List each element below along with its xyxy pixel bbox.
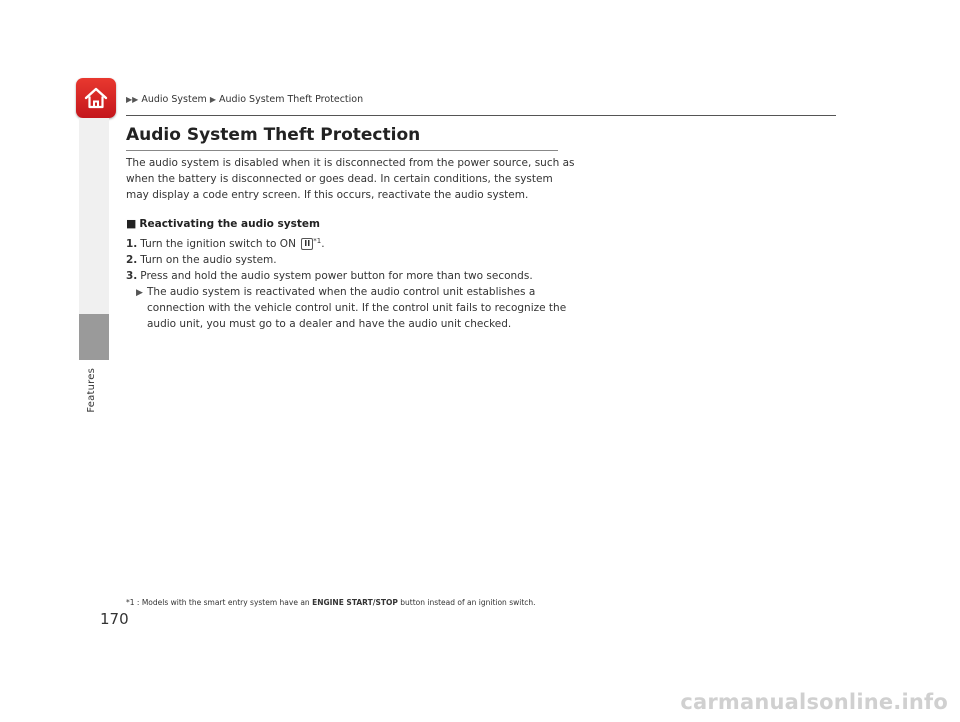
breadcrumb-item-theft-protection[interactable]: Audio System Theft Protection — [219, 94, 364, 105]
section-heading-text: Reactivating the audio system — [139, 218, 320, 230]
breadcrumb-item-audio-system[interactable]: Audio System — [141, 94, 207, 105]
footnote — [126, 598, 536, 607]
note-arrow-icon: ▶ — [136, 288, 143, 298]
step-text: Turn on the audio system. — [140, 254, 277, 266]
step-item — [126, 252, 586, 268]
footnote-mark: *1 : Models with the smart entry system have an — [126, 598, 310, 607]
breadcrumb-arrow-icon: ▶ — [209, 95, 216, 104]
section-heading — [126, 217, 320, 230]
footnote-rest: button instead of an ignition switch. — [400, 598, 536, 607]
title-underline — [126, 150, 558, 151]
footnote-bold: ENGINE START/STOP — [312, 598, 398, 607]
step-number: 3. — [126, 270, 138, 282]
step-number: 1. — [126, 238, 138, 250]
home-icon — [83, 86, 109, 110]
step-item — [126, 233, 586, 252]
steps-list — [126, 233, 586, 332]
home-button[interactable] — [76, 78, 116, 118]
features-side-label: Features — [86, 368, 97, 413]
breadcrumb-arrow-icon: ▶▶ — [126, 95, 139, 104]
breadcrumb — [126, 94, 363, 105]
header-divider — [126, 115, 836, 116]
step-text: Turn the ignition switch to ON — [140, 238, 296, 250]
step-item — [126, 268, 586, 284]
footnote-ref[interactable]: *1 — [313, 237, 322, 245]
intro-paragraph: The audio system is disabled when it is disconnected from the power source, such as when the battery is disconnected or goes dead. In certain conditions, the system may display a code entry screen. If this occurs, reactivate the audio system. — [126, 157, 575, 201]
step-text: Press and hold the audio system power button for more than two seconds. — [140, 270, 533, 282]
page-title: Audio System Theft Protection — [126, 125, 421, 145]
step-number: 2. — [126, 254, 138, 266]
side-tab-background — [79, 118, 109, 314]
square-bullet-icon: ■ — [126, 217, 137, 230]
features-tab-marker[interactable] — [79, 314, 109, 360]
step-tail: . — [321, 238, 325, 250]
page-number: 170 — [100, 610, 129, 628]
step-sub-note — [126, 284, 586, 332]
watermark: carmanualsonline.info — [680, 690, 948, 714]
sub-note-text: The audio system is reactivated when the audio control unit establishes a connection with the vehicle control unit. If the control unit fails to recognize the audio unit, you must go to a dealer and have the audio unit checked. — [147, 286, 567, 330]
ignition-position-key: II — [301, 238, 313, 250]
